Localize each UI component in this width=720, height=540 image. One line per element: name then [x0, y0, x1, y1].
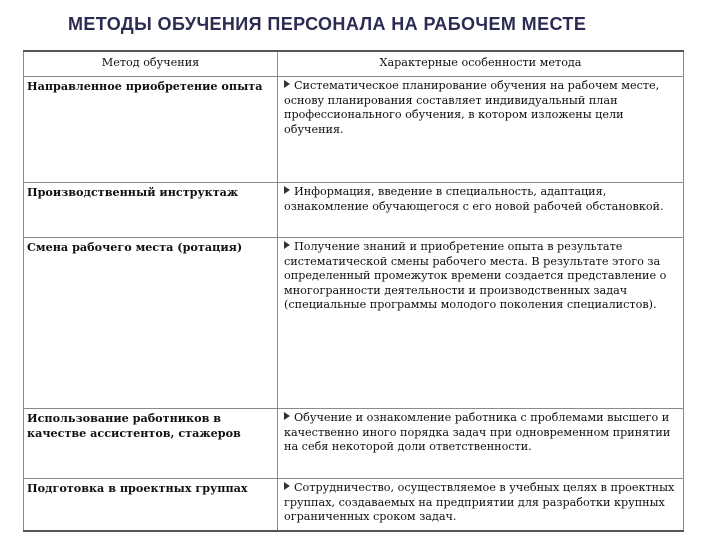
table-row [24, 77, 684, 183]
description-cell [278, 409, 684, 479]
description-text: Систематическое планирование обучения на рабочем месте, основу планирования составляет индивидуальный план профессионального обучения, в котором изложены цели обучения. [284, 79, 660, 136]
bullet-arrow-icon [284, 80, 290, 88]
page-title: МЕТОДЫ ОБУЧЕНИЯ ПЕРСОНАЛА НА РАБОЧЕМ МЕСТЕ [68, 14, 587, 34]
description-text: Сотрудничество, осуществляемое в учебных целях в проектных группах, создаваемых на предприятии для разработки крупных ограниченных сроком задач. [284, 481, 675, 523]
description-text: Получение знаний и приобретение опыта в результате систематической смены рабочего места. В результате этого за определенный промежуток времени создается представление о многогранности деятельности и производственных задач (специальные программы молодого поколения специалистов). [284, 240, 667, 311]
description-text: Обучение и ознакомление работника с проблемами высшего и качественно иного порядка задач при одновременном принятии на себя некоторой доли ответственности. [284, 411, 671, 453]
description-text: Информация, введение в специальность, адаптация, ознакомление обучающегося с его новой рабочей обстановкой. [284, 185, 664, 213]
training-methods-table [23, 50, 684, 532]
description-cell [278, 479, 684, 532]
column-header-features: Характерные особенности метода [278, 51, 684, 77]
table-row [24, 238, 684, 409]
table-header-row [24, 51, 684, 77]
bullet-arrow-icon [284, 482, 290, 490]
bullet-arrow-icon [284, 412, 290, 420]
method-cell: Производственный инструктаж [24, 183, 278, 238]
table-row [24, 409, 684, 479]
method-cell: Направленное приобретение опыта [24, 77, 278, 183]
description-cell [278, 183, 684, 238]
method-cell: Использование работников в качестве ассистентов, стажеров [24, 409, 278, 479]
description-cell [278, 77, 684, 183]
table-row [24, 183, 684, 238]
description-cell [278, 238, 684, 409]
bullet-arrow-icon [284, 241, 290, 249]
column-header-method: Метод обучения [24, 51, 278, 77]
method-cell: Подготовка в проектных группах [24, 479, 278, 532]
bullet-arrow-icon [284, 186, 290, 194]
table-row [24, 479, 684, 532]
method-cell: Смена рабочего места (ротация) [24, 238, 278, 409]
